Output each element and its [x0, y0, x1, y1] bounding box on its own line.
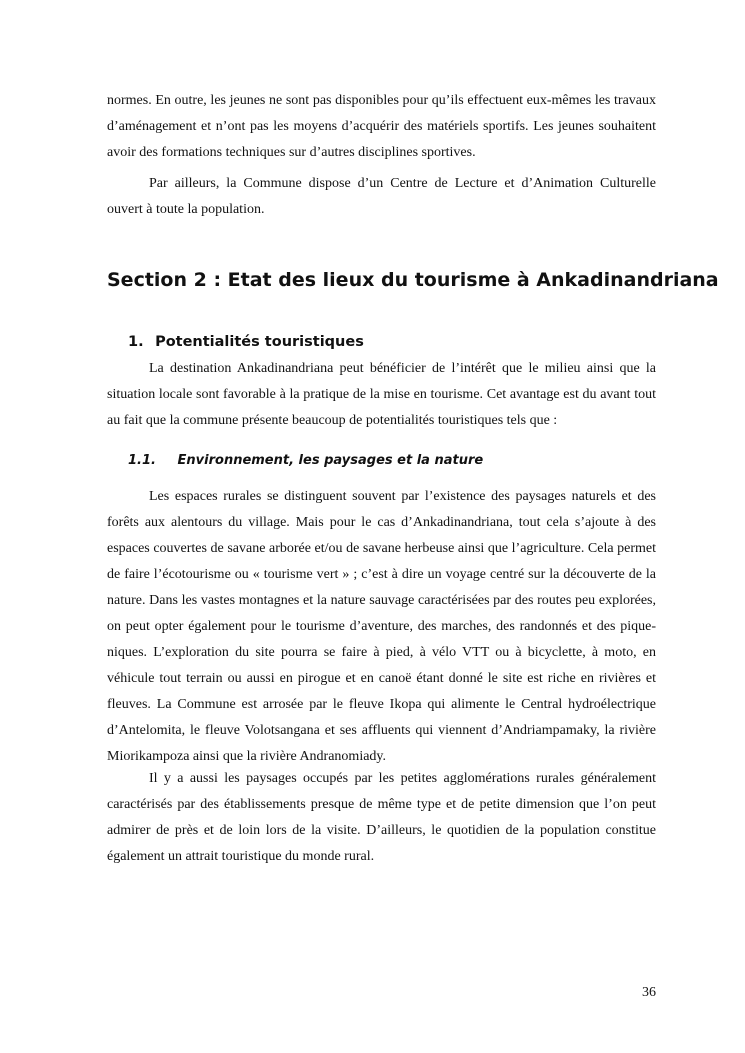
subsection-number: 1.	[128, 334, 144, 350]
subsubsection-title: Environnement, les paysages et la nature	[177, 453, 484, 468]
paragraph-reading-centre: Par ailleurs, la Commune dispose d’un Centre de Lecture et d’Animation Culturelle ouvert à toute la population.	[107, 176, 656, 217]
paragraph-youth-sports: normes. En outre, les jeunes ne sont pas disponibles pour qu’ils effectuent eux-mêmes les travaux d’aménagement et n’ont pas les moyens d’acquérir des matériels sportifs. Les jeunes souhaitent avoir des formations techniques sur d’autres disciplines sportives.	[107, 93, 656, 160]
subsection-heading	[128, 332, 364, 352]
subsubsection-number: 1.1.	[128, 453, 156, 468]
section-heading: Section 2 : Etat des lieux du tourisme à Ankadinandriana	[107, 269, 719, 291]
paragraph-destination-intro: La destination Ankadinandriana peut bénéficier de l’intérêt que le milieu ainsi que la situation locale sont favorable à la pratique de la mise en tourisme. Cet avantage est du avant tout au fait que la commune présente beaucoup de potentialités touristiques tels que :	[107, 361, 656, 428]
subsection-title: Potentialités touristiques	[155, 334, 364, 350]
paragraph-agglomerations: Il y a aussi les paysages occupés par les petites agglomérations rurales généralement caractérisés par des établissements presque de même type et de petite dimension que l’on peut admirer de près et de loin lors de la visite. D’ailleurs, le quotidien de la population constitue également un attrait touristique du monde rural.	[107, 771, 656, 864]
subsubsection-heading	[128, 451, 483, 471]
paragraph-rural-landscapes: Les espaces rurales se distinguent souvent par l’existence des paysages naturels et des forêts aux alentours du village. Mais pour le cas d’Ankadinandriana, tout cela s’ajoute à des espaces couvertes de savane arborée et/ou de savane herbeuse ainsi que l’agriculture. Cela permet de faire l’écotourisme ou « tourisme vert » ; c’est à dire un voyage centré sur la découverte de la nature. Dans les vastes montagnes et la nature sauvage caractérisées par des routes peu explorées, on peut opter également pour le tourisme d’aventure, des marches, des randonnés et des pique-niques. L’exploration du site pourra se faire à pied, à vélo VTT ou à bicyclette, à moto, en véhicule tout terrain ou aussi en pirogue et en canoë étant donné le site est riche en rivières et fleuves. La Commune est arrosée par le fleuve Ikopa qui alimente le Central hydroélectrique d’Antelomita, le fleuve Volotsangana et ses affluents qui viennent d’Andriampamaky, la rivière Miorikampoza ainsi que la rivière Andranomiady.	[107, 489, 656, 764]
page-number: 36	[642, 985, 656, 1000]
